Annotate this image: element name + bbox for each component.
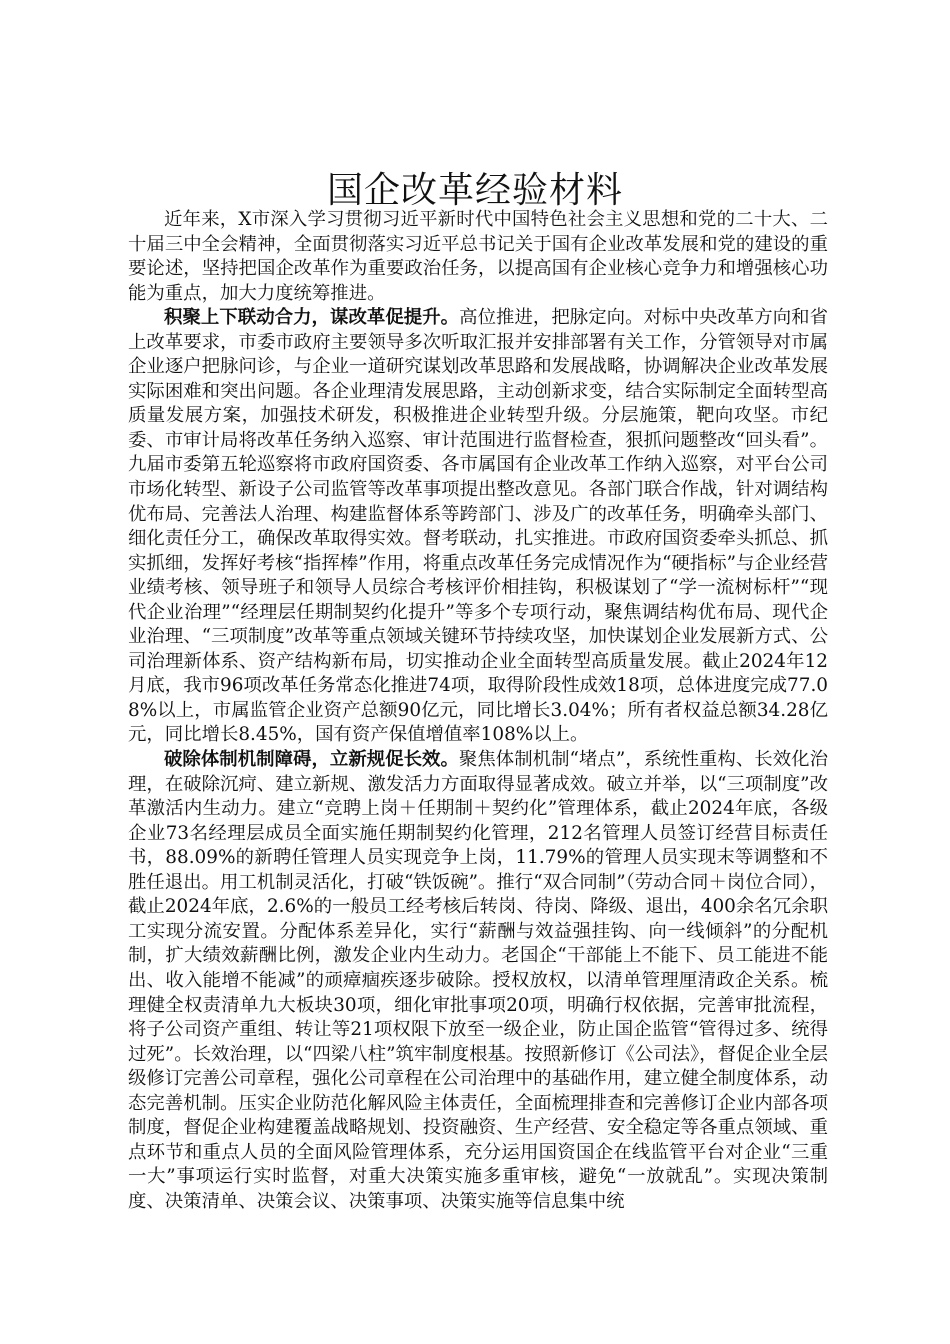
paragraph-text: 聚焦体制机制“堵点”，系统性重构、长效化治理，在破除沉疴、建立新规、激发活力方面取得显著成效。破立并举，以“三项制度”改革激活内生动力。建立“竞聘上岗＋任期制＋契约化”管理体系，截止2024年底，各级企业73名经理层成员全面实施任期制契约化管理，212名管理人员签订经营目标责任书，88.09%的新聘任管理人员实现竞争上岗，11.79%的管理人员实现末等调整和不胜任退出。用工机制灵活化，打破“铁饭碗”。推行“双合同制”（劳动合同＋岗位合同），截止2024年底，2.6%的一般员工经考核后转岗、待岗、降级、退出，400余名冗余职工实现分流安置。分配体系差异化，实行“薪酬与效益强挂钩、向一线倾斜”的分配机制，扩大绩效薪酬比例，激发企业内生动力。老国企“干部能上不能下、员工能进不能出、收入能增不能减”的顽瘴痼疾逐步破除。授权放权，以清单管理厘清政企关系。梳理健全权责清单九大板块30项，细化审批事项20项，明确行权依据，完善审批流程，将子公司资产重组、转让等21项权限下放至一级企业，防止国企监管“管得过多、统得过死”。长效治理，以“四梁八柱”筑牢制度根基。按照新修订《公司法》，督促企业全层级修订完善公司章程，强化公司章程在公司治理中的基础作用，建立健全制度体系，动态完善机制。压实企业防范化解风险主体责任，全面梳理排查和完善修订企业内部各项制度，督促企业构建覆盖战略规划、投资融资、生产经营、安全稳定等各重点领域、重点环节和重点人员的全面风险管理体系，充分运用国资国企在线监管平台对企业“三重一大”事项运行实时监督，对重大决策实施多重审核，避免“一放就乱”。实现决策制度、决策清单、决策会议、决策事项、决策实施等信息集中统 bbox=[128, 749, 828, 1212]
document-title: 国企改革经验材料 bbox=[326, 170, 623, 211]
paragraph-section-2 bbox=[128, 748, 828, 1214]
section-heading: 破除体制机制障碍，立新规促长效。 bbox=[164, 749, 459, 771]
paragraph-intro bbox=[128, 208, 828, 306]
paragraph-text: 近年来，X市深入学习贯彻习近平新时代中国特色社会主义思想和党的二十大、二十届三中全会精神，全面贯彻落实习近平总书记关于国有企业改革发展和党的建设的重要论述，坚持把国企改革作为重要政治任务，以提高国有企业核心竞争力和增强核心功能为重点，加大力度统筹推进。 bbox=[128, 209, 828, 304]
document-body bbox=[128, 208, 828, 1214]
paragraph-text: 高位推进，把脉定向。对标中央改革方向和省上改革要求，市委市政府主要领导多次听取汇报并安排部署有关工作，分管领导对市属企业逐户把脉问诊，与企业一道研究谋划改革思路和发展战略，协调解决企业改革发展实际困难和突出问题。各企业理清发展思路，主动创新求变，结合实际制定全面转型高质量发展方案，加强技术研发，积极推进企业转型升级。分层施策，靶向攻坚。市纪委、市审计局将改革任务纳入巡察、审计范围进行监督检查，狠抓问题整改“回头看”。九届市委第五轮巡察将市政府国资委、各市属国有企业改革工作纳入巡察，对平台公司市场化转型、新设子公司监管等改革事项提出整改意见。各部门联合作战，针对调结构优布局、完善法人治理、构建监督体系等跨部门、涉及广的改革任务，明确牵头部门、细化责任分工，确保改革取得实效。督考联动，扎实推进。市政府国资委牵头抓总、抓实抓细，发挥好考核“指挥棒”作用，将重点改革任务完成情况作为“硬指标”与企业经营业绩考核、领导班子和领导人员综合考核评价相挂钩，积极谋划了“学一流树标杆”“现代企业治理”“经理层任期制契约化提升”等多个专项行动，聚焦调结构优布局、现代企业治理、“三项制度”改革等重点领域关键环节持续攻坚，加快谋划企业发展新方式、公司治理新体系、资产结构新布局，切实推动企业全面转型高质量发展。截止2024年12月底，我市96项改革任务常态化推进74项，取得阶段性成效18项，总体进度完成77.08%以上，市属监管企业资产总额90亿元，同比增长3.04%；所有者权益总额34.28亿元，同比增长8.45%，国有资产保值增值率108%以上。 bbox=[128, 307, 828, 746]
section-heading: 积聚上下联动合力，谋改革促提升。 bbox=[164, 307, 460, 329]
paragraph-section-1 bbox=[128, 306, 828, 748]
